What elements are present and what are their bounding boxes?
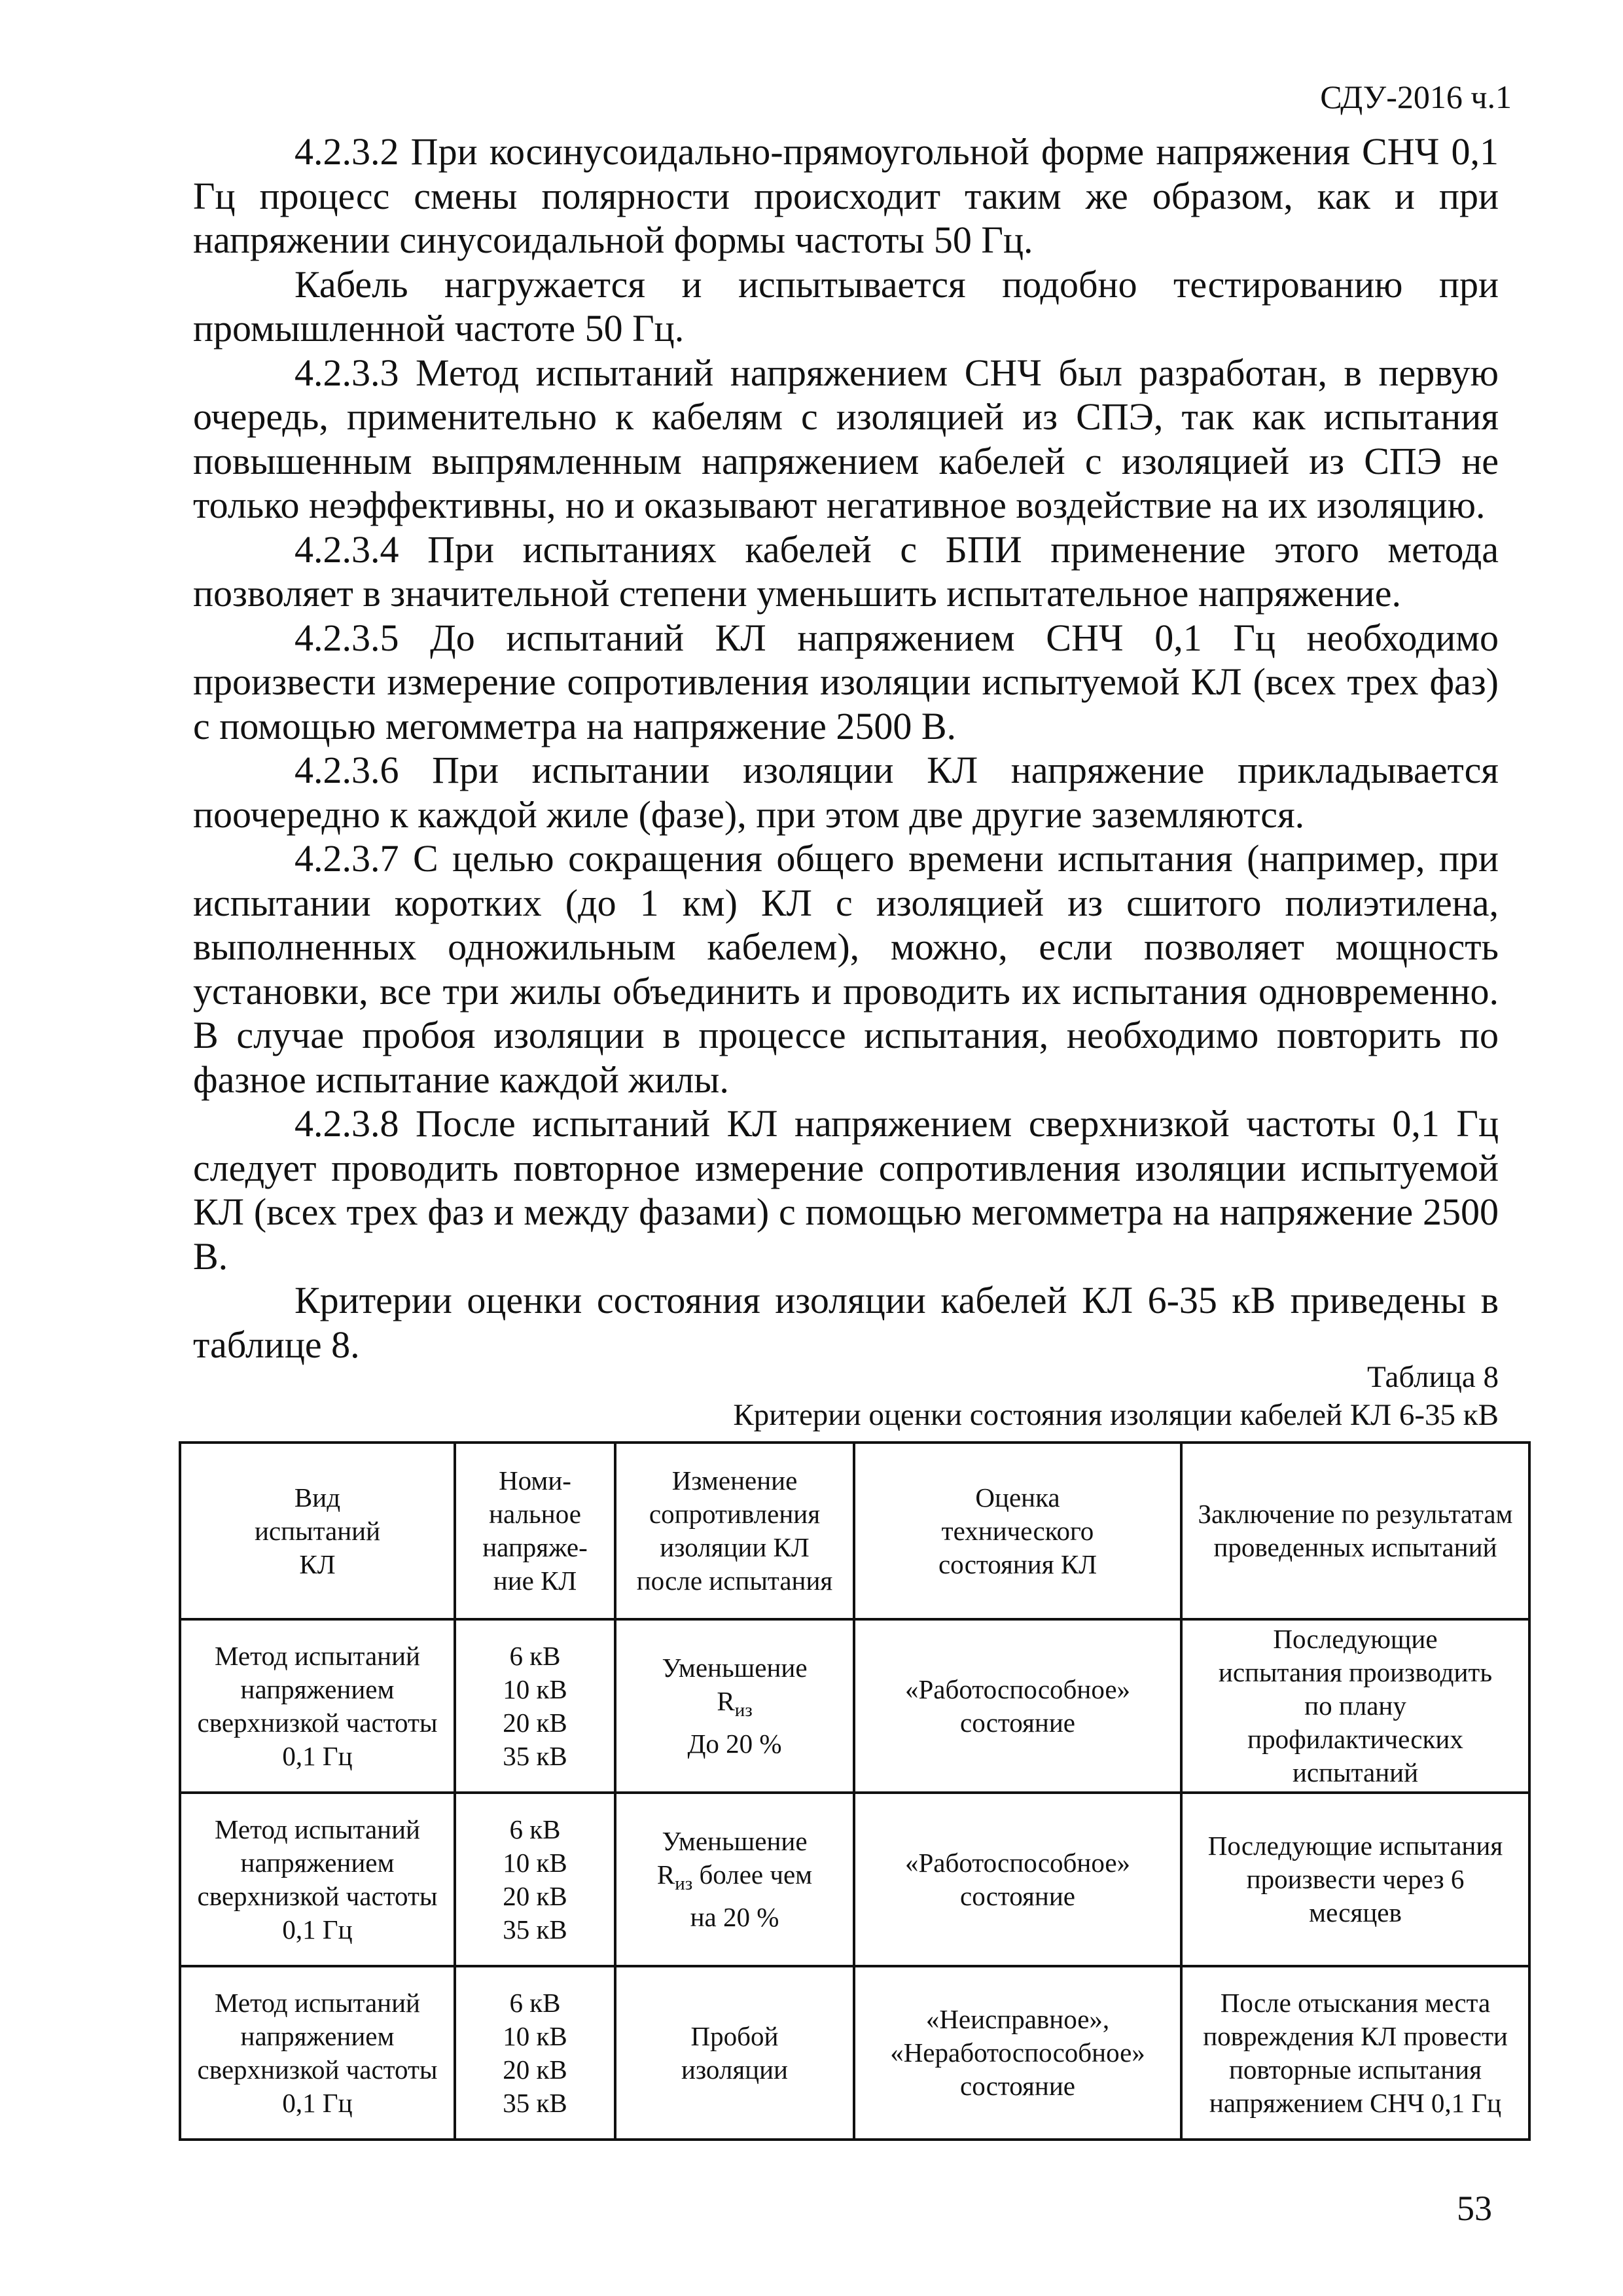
voltage-value: 10 кВ bbox=[503, 1674, 567, 1704]
voltage-value: 6 кВ bbox=[509, 1640, 561, 1671]
voltage-value: 35 кВ bbox=[503, 2087, 567, 2118]
cell-conclusion: После отыскания места повреждения КЛ провести повторные испытания напряжением СНЧ 0,1 Гц bbox=[1181, 1966, 1529, 2140]
header-conclusion: Заключение по результатам проведенных испытаний bbox=[1181, 1443, 1529, 1619]
paragraph-4-2-3-4: 4.2.3.4 При испытаниях кабелей с БПИ применение этого метода позволяет в значительной степени уменьшить испытательное напряжение. bbox=[193, 528, 1499, 615]
cell-test-type: Метод испытаний напряжением сверхнизкой частоты 0,1 Гц bbox=[180, 1619, 455, 1793]
cell-resistance-change bbox=[615, 1793, 854, 1966]
table-row bbox=[180, 1966, 1529, 2140]
paragraph-4-2-3-7: 4.2.3.7 С целью сокращения общего времени испытания (например, при испытании коротких (до 1 км) КЛ с изоляцией из сшитого полиэтилена, выполненных одножильным кабелем), можно, если позволяет мощность установки, все три жилы объединить и проводить их испытания одновременно. В случае пробоя изоляции в процессе испытания, необходимо повторить по фазное испытание каждой жилы. bbox=[193, 837, 1499, 1101]
resistance-subscript: из bbox=[734, 1700, 753, 1721]
change-line: Уменьшение bbox=[662, 1825, 808, 1856]
header-test-type: Вид испытаний КЛ bbox=[180, 1443, 455, 1619]
cell-conclusion: Последующие испытания произвести через 6 месяцев bbox=[1181, 1793, 1529, 1966]
paragraph-4-2-3-2: 4.2.3.2 При косинусоидально-прямоугольной форме напряжения СНЧ 0,1 Гц процесс смены полярности происходит таким же образом, как и при напряжении синусоидальной формы частоты 50 Гц. bbox=[193, 130, 1499, 261]
voltage-value: 6 кВ bbox=[509, 1987, 561, 2018]
paragraph-cable-loading: Кабель нагружается и испытывается подобно тестированию при промышленной частоте 50 Гц. bbox=[193, 262, 1499, 350]
voltage-value: 20 кВ bbox=[503, 1880, 567, 1911]
cell-voltages bbox=[455, 1793, 615, 1966]
voltage-value: 10 кВ bbox=[503, 1847, 567, 1878]
table-row bbox=[180, 1793, 1529, 1966]
cell-conclusion: Последующие испытания производить по плану профилактических испытаний bbox=[1181, 1619, 1529, 1793]
table-title: Критерии оценки состояния изоляции кабелей КЛ 6-35 кВ bbox=[733, 1398, 1499, 1432]
cell-assessment: «Работоспособное» состояние bbox=[854, 1793, 1181, 1966]
assessment-line: «Неисправное», bbox=[925, 2004, 1110, 2034]
cell-assessment bbox=[854, 1966, 1181, 2140]
table-row bbox=[180, 1619, 1529, 1793]
change-line: на 20 % bbox=[690, 1902, 779, 1933]
voltage-value: 35 кВ bbox=[503, 1740, 567, 1771]
change-line: Уменьшение bbox=[662, 1652, 808, 1683]
assessment-line: «Неработоспособное» bbox=[890, 2037, 1145, 2068]
assessment-line: состояние bbox=[960, 2071, 1075, 2101]
resistance-symbol: R bbox=[656, 1859, 675, 1890]
cell-voltages bbox=[455, 1966, 615, 2140]
voltage-value: 20 кВ bbox=[503, 2054, 567, 2085]
cell-resistance-change bbox=[615, 1619, 854, 1793]
cell-resistance-change: Пробой изоляции bbox=[615, 1966, 854, 2140]
page-number: 53 bbox=[1457, 2189, 1492, 2228]
cell-assessment: «Работоспособное» состояние bbox=[854, 1619, 1181, 1793]
paragraph-criteria-reference: Критерии оценки состояния изоляции кабелей КЛ 6-35 кВ приведены в таблице 8. bbox=[193, 1279, 1499, 1366]
voltage-value: 6 кВ bbox=[509, 1814, 561, 1844]
criteria-table bbox=[179, 1441, 1531, 2141]
paragraph-4-2-3-3: 4.2.3.3 Метод испытаний напряжением СНЧ был разработан, в первую очередь, применительно к кабелям с изоляцией из СПЭ, так как испытания повышенным выпрямленным напряжением кабелей с изоляцией из СПЭ не только неэффективны, но и оказывают негативное воздействие на их изоляцию. bbox=[193, 351, 1499, 526]
change-line: До 20 % bbox=[687, 1729, 782, 1759]
table-header-row bbox=[180, 1443, 1529, 1619]
resistance-symbol: R bbox=[717, 1685, 735, 1716]
document-code: СДУ-2016 ч.1 bbox=[1320, 79, 1512, 115]
change-symbol-line bbox=[620, 1858, 849, 1901]
cell-voltages bbox=[455, 1619, 615, 1793]
paragraph-4-2-3-8: 4.2.3.8 После испытаний КЛ напряжением сверхнизкой частоты 0,1 Гц следует проводить повторное измерение сопротивления изоляции испытуемой КЛ (всех трех фаз и между фазами) с помощью мегомметра на напряжение 2500 В. bbox=[193, 1102, 1499, 1278]
header-voltage: Номи- нальное напряже- ние КЛ bbox=[455, 1443, 615, 1619]
body-text bbox=[193, 130, 1499, 1367]
header-resistance-change: Изменение сопротивления изоляции КЛ после испытания bbox=[615, 1443, 854, 1619]
paragraph-4-2-3-5: 4.2.3.5 До испытаний КЛ напряжением СНЧ 0,1 Гц необходимо произвести измерение сопротивления изоляции испытуемой КЛ (всех трех фаз) с помощью мегомметра на напряжение 2500 В. bbox=[193, 616, 1499, 747]
change-line-rest: более чем bbox=[699, 1859, 813, 1890]
change-symbol-line bbox=[620, 1685, 849, 1727]
paragraph-4-2-3-6: 4.2.3.6 При испытании изоляции КЛ напряжение прикладывается поочередно к каждой жиле (фазе), при этом две другие заземляются. bbox=[193, 749, 1499, 836]
voltage-value: 20 кВ bbox=[503, 1707, 567, 1738]
cell-test-type: Метод испытаний напряжением сверхнизкой частоты 0,1 Гц bbox=[180, 1793, 455, 1966]
header-assessment: Оценка технического состояния КЛ bbox=[854, 1443, 1181, 1619]
voltage-value: 10 кВ bbox=[503, 2020, 567, 2051]
cell-test-type: Метод испытаний напряжением сверхнизкой частоты 0,1 Гц bbox=[180, 1966, 455, 2140]
table-label: Таблица 8 bbox=[1366, 1360, 1499, 1394]
table-caption bbox=[733, 1358, 1499, 1434]
voltage-value: 35 кВ bbox=[503, 1914, 567, 1945]
resistance-subscript: из bbox=[675, 1873, 693, 1895]
